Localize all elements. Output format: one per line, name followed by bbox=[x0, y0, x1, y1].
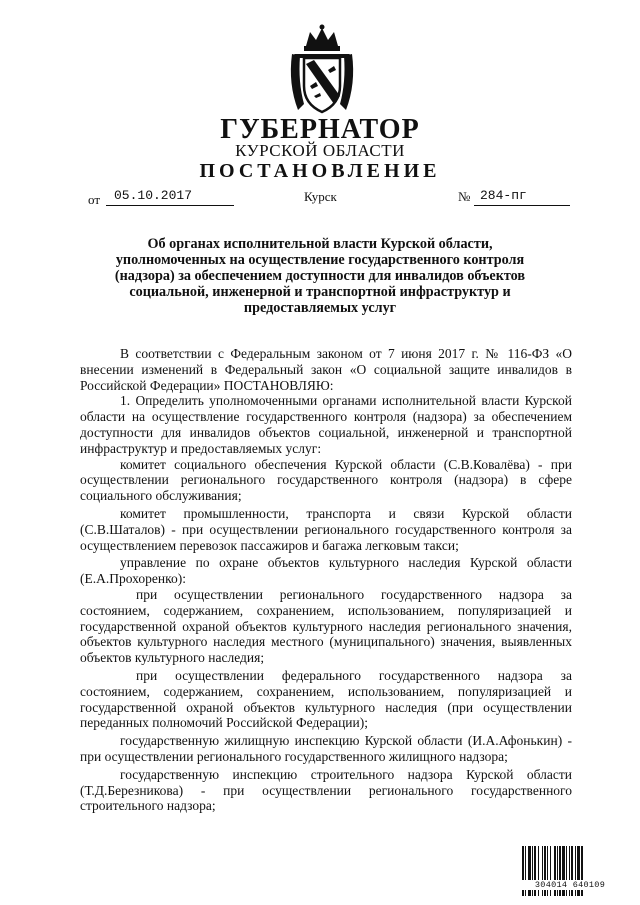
paragraph: управление по охране объектов культурного наследия Курской области (Е.А.Прохоренко): bbox=[80, 555, 572, 587]
paragraph: 1. Определить уполномоченными органами исполнительной власти Курской области на осуществление государственного контроля (надзора) за обеспечением доступности для инвалидов объектов социальной, инженерной и транспортной инфраструктур и предоставляемых услуг: bbox=[80, 393, 572, 456]
paragraph: государственную инспекцию строительного надзора Курской области (Т.Д.Березникова) - при осуществлении регионального государственного строительного надзора; bbox=[80, 766, 572, 814]
decree-city: Курск bbox=[304, 189, 337, 204]
decree-date: 05.10.2017 bbox=[106, 188, 234, 206]
coat-of-arms-icon bbox=[284, 24, 360, 116]
governor-title: ГУБЕРНАТОР bbox=[220, 114, 420, 145]
date-prefix: от bbox=[88, 192, 101, 207]
barcode-number: 304014 640109 bbox=[520, 880, 620, 890]
region-title: КУРСКОЙ ОБЛАСТИ bbox=[235, 141, 405, 160]
document-body bbox=[80, 346, 572, 814]
document-title: Об органах исполнительной власти Курской области, уполномоченных на осуществление государственного контроля (надзора) за обеспечением доступности для инвалидов объектов социальной, инженерной и транспортной инфраструктур и предоставляемых услуг bbox=[114, 236, 526, 316]
decree-number: 284-пг bbox=[474, 188, 570, 206]
paragraph: комитет промышленности, транспорта и связи Курской области (С.В.Шаталов) - при осуществлении регионального государственного контроля за осуществлением перевозок пассажиров и багажа легковым такси; bbox=[80, 505, 572, 553]
paragraph: при осуществлении регионального государственного надзора за состоянием, содержанием, сохранением, использованием, популяризацией и государственной охраной объектов культурного наследия регионального значения, объектов культурного наследия местного (муниципального) значения, выявленных объектов культурного наследия; bbox=[80, 586, 572, 666]
number-prefix: № bbox=[458, 189, 471, 204]
paragraph: комитет социального обеспечения Курской области (С.В.Ковалёва) - при осуществлении регионального государственного контроля (надзора) в сфере социального обслуживания; bbox=[80, 456, 572, 504]
decree-title: ПОСТАНОВЛЕНИЕ bbox=[199, 160, 441, 182]
paragraph: государственную жилищную инспекцию Курской области (И.А.Афонькин) - при осуществлении регионального государственного жилищного надзора; bbox=[80, 733, 572, 764]
paragraph: В соответствии с Федеральным законом от 7 июня 2017 г. № 116-ФЗ «О внесении изменений в Федеральный закон «О социальной защите инвалидов в Российской Федерации» ПОСТАНОВЛЯЮ: bbox=[80, 346, 572, 393]
decree-meta bbox=[0, 188, 640, 208]
paragraph: при осуществлении федерального государственного надзора за состоянием, содержанием, сохранением, использованием, популяризацией и государственной охраной объектов культурного наследия (при осуществлении переданных полномочий Российской Федерации); bbox=[80, 667, 572, 731]
